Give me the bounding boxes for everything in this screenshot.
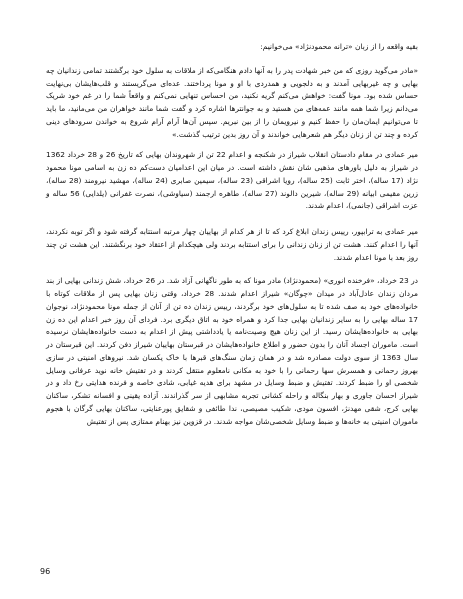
body-paragraph-events: در 23 خرداد، «فرخنده انوری» (محمودنژاد) مادر مونا که به طور ناگهانی آزاد شد. در 26 خرداد، شش زندانی بهایی از بند مردان زندان عادل‌آباد در میدان «چوگان» شیراز اعدام شدند. 28 خرداد، وقتی زنان بهایی پس از ملاقات کوتاه با خانواده‌های خود به صف شده تا به سلول‌های خود برگردند، رییس زندان ده تن از آنان از جمله مونا محمودنژاد، نوجوان 17 ساله بهایی را به سایر زندانیان بهایی جدا کرد و همراه خود به اتاق دیگری برد. فردای آن روز خبر اعدام این ده زن بهایی به خانواده‌هایشان رسید. از این زنان هیچ وصیت‌نامه یا یادداشتی پیش از اعدام به دست خانواده‌هایشان نرسیده است. ماموران اجساد آنان را بدون حضور و اطلاع خانواده‌هایشان در قبرستان بهاییان شیراز دفن کردند. این قبرستان در سال 1363 از سوی دولت مصادره شد و در همان زمان سنگ‌های قبرها با خاک یکسان شد. نیروهای امنیتی در سازی بهروز رحمانی و همسرش سها رحمانی را با خود به مکانی نامعلوم منتقل کردند و در تفتیش خانه نوید عرفانی وسایل شخصی او را ضبط کردند. تفتیش و ضبط وسایل در مشهد برای هدیه غیابی، شادی خاصه و فرنده هدایتی رخ داد و در شیراز احسان جاوری و بهار بنگاله و راحله کشانی تجربه مشابهی از سر گذراندند. آزاده یقینی و افسانه تشکر، ساکنان بهایی کرج، شقی مهدنژ، افسون مودی، شکیب مصیصی، ندا طائفی و شقایق پورعنایتی، ساکنان بهایی گرگان با هجوم ماموران امنیتی به خانه‌ها و ضبط وسایل شخصی‌شان مواجه شدند. در قزوین نیز بهنام ممتازی پس از تفتیش — [46, 276, 418, 426]
intro-line: بقیه واقعه را از زبان «ترانه محمودنژاد» می‌خوانیم: — [260, 42, 418, 51]
body-paragraph-executions: میر عمادی در مقام دادستان انقلاب شیراز در شکنجه و اعدام 22 تن از شهروندان بهایی که تاریخ 26 و 28 خرداد 1362 در شیراز به دلیل باورهای مذهبی شان نقش داشته است. در میان این اعدامیان دست‌کم ده زن به اسامی مونا محمود نژاد (17 ساله)، اختر ثابت (25 ساله)، رویا اشراقی (23 ساله)، سیمین صابری (24 ساله)، مهشید نیرومند (28 ساله)، زرین مقیمی ابیانه (29 ساله)، شیرین دالوند (27 ساله)، طاهره ارجمند (سیاوشی)، نصرت غفرانی (یلدایی) 56 ساله و عزت اشراقی (جانمی)، اعدام شدند. — [46, 150, 419, 211]
page-number: 96 — [40, 567, 51, 576]
quote-paragraph: «مادر می‌گوید روزی که من خبر شهادت پدر را به آنها دادم هنگامی‌که از ملاقات به سلول خود برگشتند تمامی زندانیان چه بهایی و چه غیربهایی آمدند و به دلجویی و همدردی با او و مونا پرداختند. عده‌ای می‌گریستند و قلب‌هایشان بی‌نهایت حساس شده بود. مونا گفت: خواهش می‌کنم گریه نکنید، من احساس تنهایی نمی‌کنم و واقعاً شما را در غم خود شریک می‌دانم زیرا شما همه مانند عمه‌های من هستید و به جوانترها اشاره کرد و گفت شما مانند خواهران من می‌مانید، ما باید تا می‌توانیم ایمان‌مان را حفظ کنیم و نیرویمان را از بین نبریم. سپس آن‌ها آرام آرام شروع به خواندن سرودهای دینی کرده و چند تن از زنان دیگر هم شعرهایی خواندند و آن روز بدین ترتیب گذشت.» — [46, 65, 418, 139]
document-page — [46, 41, 418, 428]
body-paragraph-recantation: میر عمادی به ترابپور، رییس زندان ابلاغ کرد که تا از هر کدام از بهاییان چهار مرتبه استتابه گرفته شود و اگر توبه نکردند، آنها را اعدام کنند. هشت تن از زنان زندانی را برای استتابه بردند ولی هیچکدام از اعتقاد خود برنگشتند. این هشت تن چند روز بعد با مونا اعدام شدند. — [46, 227, 418, 262]
